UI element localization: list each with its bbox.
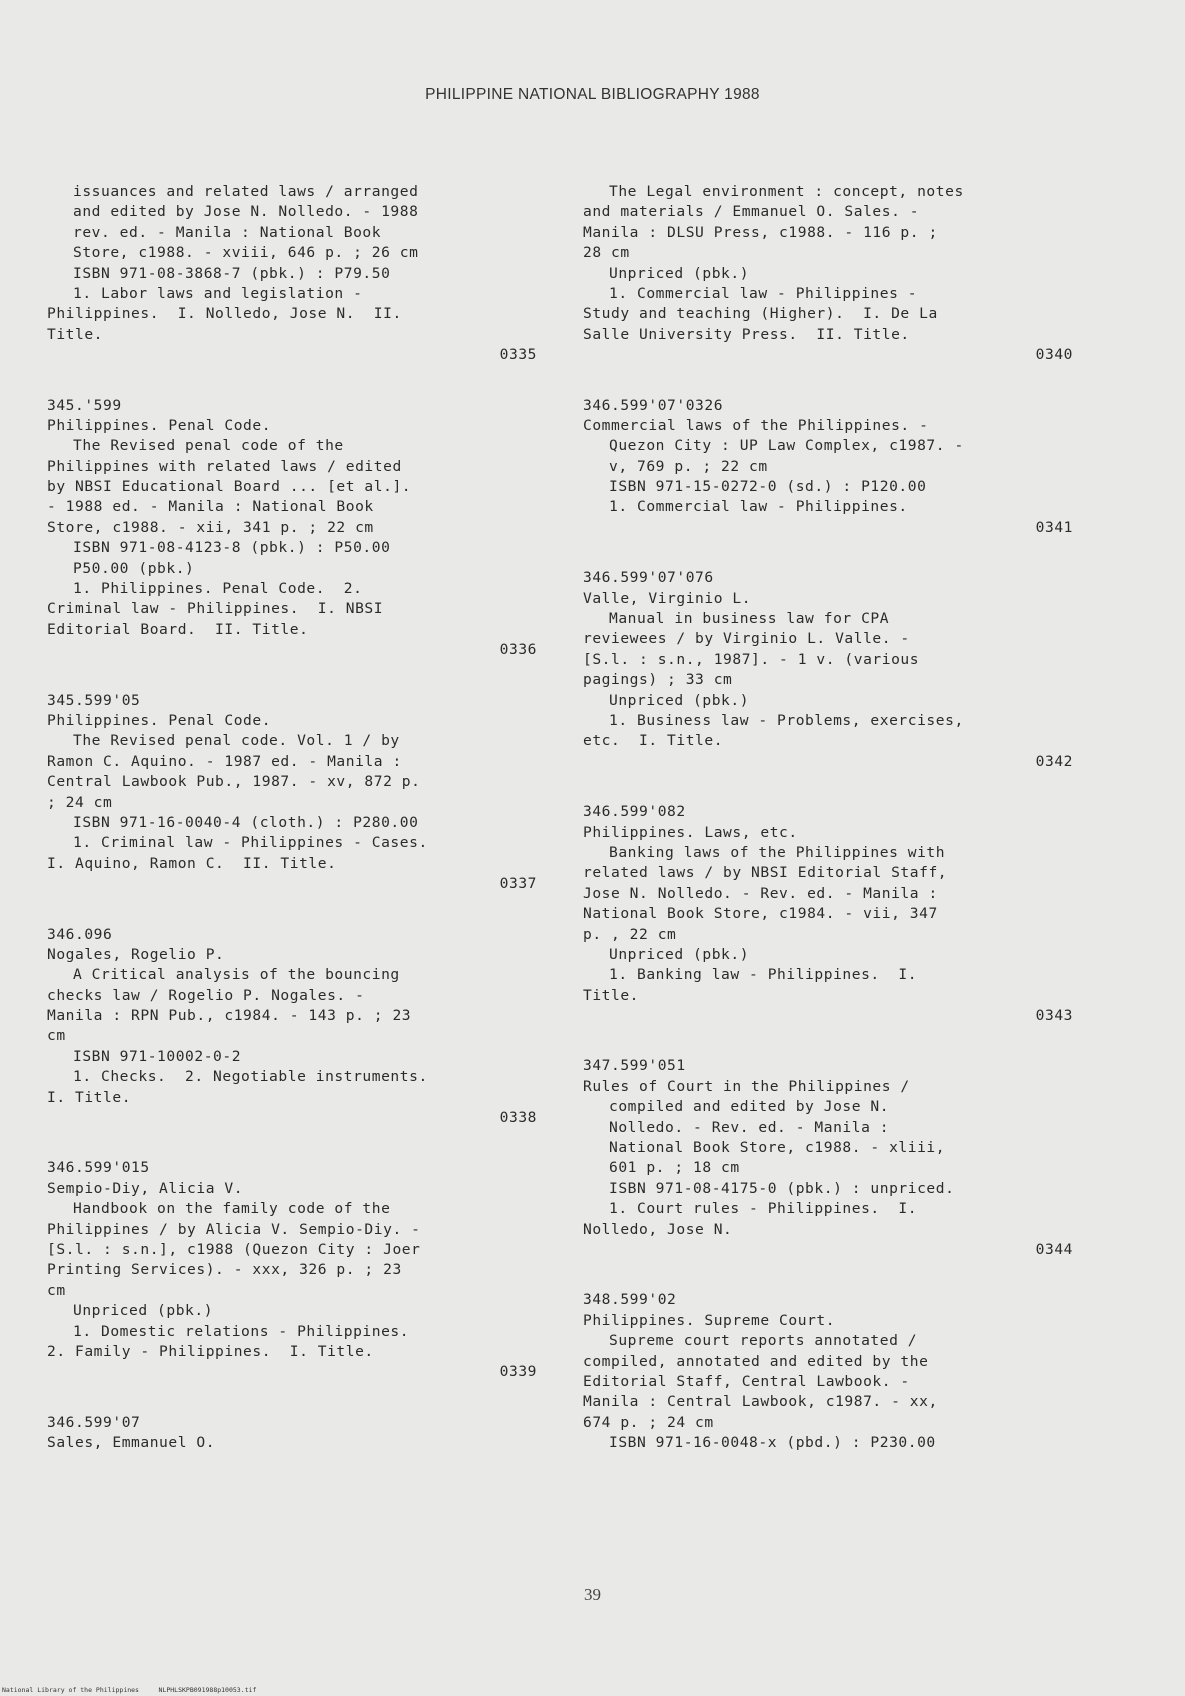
bibliography-entry bbox=[583, 182, 1083, 366]
entry-line: compiled, annotated and edited by the bbox=[583, 1352, 929, 1370]
entry-line: Central Lawbook Pub., 1987. - xv, 872 p. bbox=[47, 773, 421, 791]
control-number: 0342 bbox=[1035, 752, 1073, 770]
entry-line: Philippines / by Alicia V. Sempio-Diy. - bbox=[47, 1220, 421, 1238]
control-number: 0335 bbox=[499, 346, 537, 364]
entry-line: 345.599'05 bbox=[47, 691, 141, 709]
entry-line: pagings) ; 33 cm bbox=[583, 671, 733, 689]
entry-line: 1. Commercial law - Philippines - bbox=[609, 284, 918, 302]
entry-line: Store, c1988. - xviii, 646 p. ; 26 cm bbox=[73, 244, 419, 262]
entry-line: Commercial laws of the Philippines. - bbox=[583, 416, 929, 434]
scan-footer: National Library of the Philippines NLPHLSKPB091988p10053.tif bbox=[2, 1686, 257, 1694]
entry-line: [S.l. : s.n.], c1988 (Quezon City : Joer bbox=[47, 1240, 421, 1258]
entry-line: and edited by Jose N. Nolledo. - 1988 bbox=[73, 203, 419, 221]
entry-line: Philippines. Laws, etc. bbox=[583, 823, 798, 841]
bibliography-entry bbox=[47, 396, 547, 661]
entry-line: Sales, Emmanuel O. bbox=[47, 1434, 216, 1452]
bibliography-entry bbox=[583, 802, 1083, 1026]
control-number: 0338 bbox=[499, 1109, 537, 1127]
entry-line: 346.599'07'0326 bbox=[583, 396, 724, 414]
entry-line: 1. Court rules - Philippines. I. bbox=[609, 1200, 918, 1218]
control-number: 0336 bbox=[499, 641, 537, 659]
entry-line: compiled and edited by Jose N. bbox=[609, 1098, 890, 1116]
page-header: PHILIPPINE NATIONAL BIBLIOGRAPHY 1988 bbox=[425, 86, 760, 103]
entry-line: Jose N. Nolledo. - Rev. ed. - Manila : bbox=[583, 884, 938, 902]
entry-line: Supreme court reports annotated / bbox=[609, 1332, 918, 1350]
control-number: 0340 bbox=[1035, 346, 1073, 364]
entry-line: I. Aquino, Ramon C. II. Title. bbox=[47, 854, 337, 872]
entry-line: ; 24 cm bbox=[47, 793, 113, 811]
entry-line: Title. bbox=[47, 325, 104, 343]
entry-line: The Legal environment : concept, notes bbox=[609, 183, 964, 200]
bibliography-entry bbox=[583, 1056, 1083, 1260]
entry-line: rev. ed. - Manila : National Book bbox=[73, 223, 382, 241]
entry-line: Unpriced (pbk.) bbox=[609, 691, 750, 709]
entry-line: Criminal law - Philippines. I. NBSI bbox=[47, 600, 384, 618]
right-column bbox=[583, 182, 1083, 1483]
bibliography-entry bbox=[47, 1158, 547, 1382]
entry-line: and materials / Emmanuel O. Sales. - bbox=[583, 203, 920, 221]
entry-line: Editorial Staff, Central Lawbook. - bbox=[583, 1372, 910, 1390]
entry-line: Philippines. Penal Code. bbox=[47, 711, 272, 729]
entry-line: 1. Checks. 2. Negotiable instruments. bbox=[73, 1068, 428, 1086]
entry-line: cm bbox=[47, 1281, 66, 1299]
entry-line: 345.'599 bbox=[47, 396, 122, 414]
entry-line: 674 p. ; 24 cm bbox=[583, 1413, 714, 1431]
entry-line: 1. Philippines. Penal Code. 2. bbox=[73, 580, 363, 598]
entry-line: A Critical analysis of the bouncing bbox=[73, 966, 400, 984]
page-number: 39 bbox=[584, 1585, 601, 1604]
entry-line: Ramon C. Aquino. - 1987 ed. - Manila : bbox=[47, 752, 402, 770]
entry-line: p. , 22 cm bbox=[583, 925, 677, 943]
entry-line: The Revised penal code. Vol. 1 / by bbox=[73, 732, 400, 750]
entry-line: - 1988 ed. - Manila : National Book bbox=[47, 498, 374, 516]
entry-line: Manila : RPN Pub., c1984. - 143 p. ; 23 bbox=[47, 1007, 412, 1025]
entry-line: v, 769 p. ; 22 cm bbox=[609, 457, 768, 475]
entry-line: ISBN 971-08-4123-8 (pbk.) : P50.00 bbox=[73, 539, 391, 557]
entry-line: Study and teaching (Higher). I. De La bbox=[583, 305, 938, 323]
entry-line: Philippines with related laws / edited bbox=[47, 457, 402, 475]
entry-line: 1. Domestic relations - Philippines. bbox=[73, 1322, 410, 1340]
entry-line: 1. Labor laws and legislation - bbox=[73, 284, 363, 302]
entry-line: ISBN 971-16-0048-x (pbd.) : P230.00 bbox=[609, 1434, 936, 1452]
entry-line: ISBN 971-08-4175-0 (pbk.) : unpriced. bbox=[609, 1179, 955, 1197]
entry-line: The Revised penal code of the bbox=[73, 437, 344, 455]
entry-line: Editorial Board. II. Title. bbox=[47, 620, 309, 638]
entry-line: Nolledo. - Rev. ed. - Manila : bbox=[609, 1118, 890, 1136]
entry-line: Unpriced (pbk.) bbox=[73, 1302, 214, 1320]
control-number: 0343 bbox=[1035, 1007, 1073, 1025]
entry-line: ISBN 971-10002-0-2 bbox=[73, 1047, 242, 1065]
left-column bbox=[47, 182, 547, 1483]
entry-line: Philippines. Supreme Court. bbox=[583, 1311, 836, 1329]
entry-line: 1. Criminal law - Philippines - Cases. bbox=[73, 834, 428, 852]
entry-line: I. Title. bbox=[47, 1088, 132, 1106]
entry-line: Unpriced (pbk.) bbox=[609, 945, 750, 963]
bibliography-entry bbox=[583, 1290, 1083, 1453]
entry-line: National Book Store, c1984. - vii, 347 bbox=[583, 905, 938, 923]
entry-line: Quezon City : UP Law Complex, c1987. - bbox=[609, 437, 964, 455]
entry-line: etc. I. Title. bbox=[583, 732, 724, 750]
entry-line: Valle, Virginio L. bbox=[583, 589, 752, 607]
entry-line: 1. Business law - Problems, exercises, bbox=[609, 711, 964, 729]
entry-line: 347.599'051 bbox=[583, 1057, 686, 1075]
entry-line: Manila : Central Lawbook, c1987. - xx, bbox=[583, 1393, 938, 1411]
bibliography-entry bbox=[47, 182, 547, 366]
entry-line: 1. Banking law - Philippines. I. bbox=[609, 966, 918, 984]
bibliography-entry bbox=[47, 691, 547, 895]
entry-line: Salle University Press. II. Title. bbox=[583, 325, 910, 343]
entry-line: 1. Commercial law - Philippines. bbox=[609, 498, 908, 516]
bibliography-entry bbox=[583, 396, 1083, 539]
entry-line: 346.599'015 bbox=[47, 1159, 150, 1177]
entry-line: [S.l. : s.n., 1987]. - 1 v. (various bbox=[583, 650, 920, 668]
entry-line: Banking laws of the Philippines with bbox=[609, 843, 946, 861]
entry-line: 348.599'02 bbox=[583, 1291, 677, 1309]
entry-line: by NBSI Educational Board ... [et al.]. bbox=[47, 478, 412, 496]
entry-line: P50.00 (pbk.) bbox=[73, 559, 195, 577]
entry-line: Store, c1988. - xii, 341 p. ; 22 cm bbox=[47, 518, 374, 536]
entry-line: issuances and related laws / arranged bbox=[73, 183, 419, 200]
entry-line: Title. bbox=[583, 986, 640, 1004]
entry-line: Handbook on the family code of the bbox=[73, 1200, 391, 1218]
entry-line: 28 cm bbox=[583, 244, 630, 262]
entry-line: checks law / Rogelio P. Nogales. - bbox=[47, 986, 365, 1004]
entry-line: 2. Family - Philippines. I. Title. bbox=[47, 1342, 374, 1360]
bibliography-entry bbox=[47, 1413, 547, 1454]
entry-line: 346.599'07 bbox=[47, 1413, 141, 1431]
entry-line: Rules of Court in the Philippines / bbox=[583, 1077, 910, 1095]
entry-line: Unpriced (pbk.) bbox=[609, 264, 750, 282]
entry-line: Manual in business law for CPA bbox=[609, 610, 890, 628]
entry-line: related laws / by NBSI Editorial Staff, bbox=[583, 864, 948, 882]
entry-line: 346.096 bbox=[47, 925, 113, 943]
entry-line: ISBN 971-16-0040-4 (cloth.) : P280.00 bbox=[73, 813, 419, 831]
entry-line: Nolledo, Jose N. bbox=[583, 1220, 733, 1238]
entry-line: ISBN 971-08-3868-7 (pbk.) : P79.50 bbox=[73, 264, 391, 282]
entry-line: National Book Store, c1988. - xliii, bbox=[609, 1139, 946, 1157]
bibliography-entry bbox=[583, 568, 1083, 772]
bibliography-entry bbox=[47, 925, 547, 1129]
entry-line: Philippines. Penal Code. bbox=[47, 416, 272, 434]
entry-line: 346.599'082 bbox=[583, 803, 686, 821]
entry-line: ISBN 971-15-0272-0 (sd.) : P120.00 bbox=[609, 478, 927, 496]
entry-line: 346.599'07'076 bbox=[583, 569, 714, 587]
entry-line: Printing Services). - xxx, 326 p. ; 23 bbox=[47, 1261, 402, 1279]
entry-line: Manila : DLSU Press, c1988. - 116 p. ; bbox=[583, 223, 938, 241]
entry-line: Sempio-Diy, Alicia V. bbox=[47, 1179, 244, 1197]
entry-line: cm bbox=[47, 1027, 66, 1045]
control-number: 0341 bbox=[1035, 518, 1073, 536]
entry-line: Nogales, Rogelio P. bbox=[47, 945, 225, 963]
control-number: 0344 bbox=[1035, 1240, 1073, 1258]
control-number: 0337 bbox=[499, 875, 537, 893]
entry-line: 601 p. ; 18 cm bbox=[609, 1159, 740, 1177]
control-number: 0339 bbox=[499, 1363, 537, 1381]
entry-line: Philippines. I. Nolledo, Jose N. II. bbox=[47, 305, 402, 323]
entry-line: reviewees / by Virginio L. Valle. - bbox=[583, 630, 910, 648]
